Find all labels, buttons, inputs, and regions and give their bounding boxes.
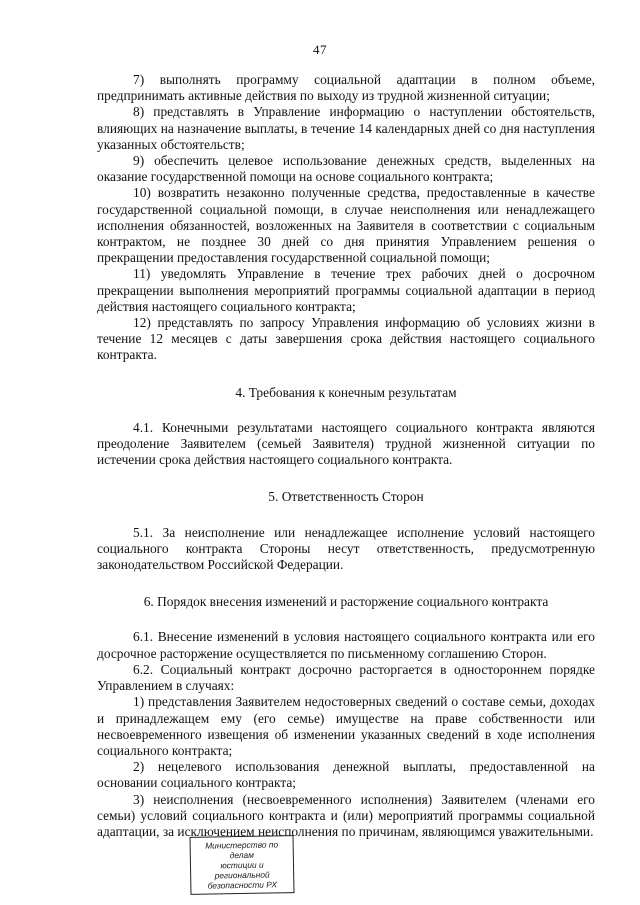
paragraph-item-7: 7) выполнять программу социальной адаптации в полном объеме, предпринимать активные действия по выходу из трудной жизненной ситуации; bbox=[97, 72, 595, 104]
section-heading-5: 5. Ответственность Сторон bbox=[268, 489, 424, 505]
section-heading-6: 6. Порядок внесения изменений и расторжение социального контракта bbox=[143, 594, 549, 610]
paragraph-item-8: 8) представлять в Управление информацию о наступлении обстоятельств, влияющих на назначение выплаты, в течение 14 календарных дней со дня наступления указанных обстоятельств; bbox=[97, 104, 595, 152]
paragraph-6-1: 6.1. Внесение изменений в условия настоящего социального контракта или его досрочное расторжение осуществляется по письменному соглашению Сторон. bbox=[97, 629, 595, 661]
stamp-line: Министерство по делам bbox=[205, 839, 279, 861]
paragraph-6-2: 6.2. Социальный контракт досрочно расторгается в одностороннем порядке Управлением в случаях: bbox=[97, 661, 595, 694]
stamp-line: юстиции и региональной bbox=[214, 859, 270, 881]
paragraph-6-2-case-1: 1) представления Заявителем недостоверных сведений о составе семьи, доходах и принадлежащем ему (его семье) имуществе на праве собственности или несвоевременного извещения об изменении указанных сведений в ходе исполнения социального контракта; bbox=[97, 694, 595, 758]
stamp-line: безопасности РХ bbox=[207, 879, 278, 891]
paragraph-5-1: 5.1. За неисполнение или ненадлежащее исполнение условий настоящего социального контракта Стороны несут ответственность, предусмотренную законодательством Российской Федерации. bbox=[97, 524, 595, 573]
paragraph-item-12: 12) представлять по запросу Управления информацию об условиях жизни в течение 12 месяцев с даты завершения срока действия настоящего социального контракта. bbox=[97, 315, 595, 363]
paragraph-6-2-case-2: 2) нецелевого использования денежной выплаты, предоставленной на основании социального контракта; bbox=[97, 759, 595, 791]
paragraph-item-10: 10) возвратить незаконно полученные средства, предоставленные в качестве государственной социальной помощи, в случае неисполнения или ненадлежащего исполнения обязанностей, возложенных на Заявителя в соответствии с социальным контрактом, не позднее 30 дней со дня принятия Управлением решения о прекращении предоставления государственной социальной помощи; bbox=[97, 185, 595, 266]
page-number: 47 bbox=[313, 42, 327, 57]
ministry-stamp bbox=[190, 835, 295, 895]
paragraph-item-11: 11) уведомлять Управление в течение трех рабочих дней о досрочном прекращении выполнения мероприятий программы социальной адаптации в период действия настоящего социального контракта; bbox=[97, 266, 595, 314]
paragraph-item-9: 9) обеспечить целевое использование денежных средств, выделенных на оказание государственной помощи на основе социального контракта; bbox=[97, 153, 595, 185]
document-body bbox=[97, 72, 595, 840]
section-heading-4: 4. Требования к конечным результатам bbox=[235, 384, 457, 400]
paragraph-4-1: 4.1. Конечными результатами настоящего социального контракта являются преодоление Заявителем (семьей Заявителя) трудной жизненной ситуации по истечении срока действия настоящего социального контракта. bbox=[97, 419, 595, 468]
paragraph-6-2-case-3: 3) неисполнения (несвоевременного исполнения) Заявителем (членами его семьи) условий социального контракта и (или) мероприятий программы социальной адаптации, за исключением неисполнения по причинам, являющимся уважительными. bbox=[97, 791, 595, 839]
